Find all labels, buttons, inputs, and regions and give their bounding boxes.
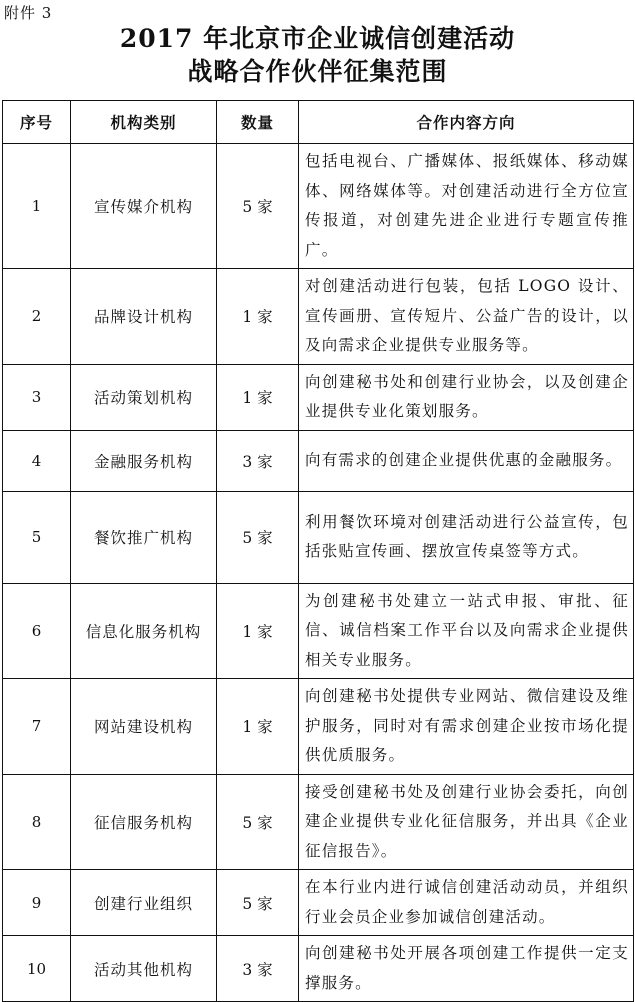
quantity: 1 家: [217, 583, 299, 679]
row-number: 7: [3, 679, 71, 775]
row-number: 6: [3, 583, 71, 679]
table-row: [3, 679, 634, 775]
cooperation-content: 向有需求的创建企业提供优惠的金融服务。: [299, 430, 634, 491]
quantity: 1 家: [217, 679, 299, 775]
quantity: 5 家: [217, 774, 299, 870]
table-row: [3, 583, 634, 679]
header-serial-number: 序号: [3, 101, 71, 144]
table-row: [3, 144, 634, 269]
header-quantity: 数量: [217, 101, 299, 144]
institution-type: 金融服务机构: [71, 430, 217, 491]
quantity: 5 家: [217, 144, 299, 269]
table-row: [3, 430, 634, 491]
row-number: 4: [3, 430, 71, 491]
quantity: 1 家: [217, 364, 299, 430]
quantity: 1 家: [217, 269, 299, 365]
document-title-line1: 2017 年北京市企业诚信创建活动: [119, 24, 516, 53]
cooperation-content: 向创建秘书处提供专业网站、微信建设及维护服务，同时对有需求创建企业按市场化提供优质服务。: [299, 679, 634, 775]
quantity: 5 家: [217, 870, 299, 936]
row-number: 3: [3, 364, 71, 430]
row-number: 1: [3, 144, 71, 269]
cooperation-content: 对创建活动进行包装，包括 LOGO 设计、宣传画册、宣传短片、公益广告的设计，以及向需求企业提供专业服务等。: [299, 269, 634, 365]
quantity: 3 家: [217, 430, 299, 491]
row-number: 5: [3, 491, 71, 583]
institution-type: 活动其他机构: [71, 936, 217, 1002]
table-row: [3, 269, 634, 365]
institution-type: 征信服务机构: [71, 774, 217, 870]
institution-type: 宣传媒介机构: [71, 144, 217, 269]
table-row: [3, 491, 634, 583]
attachment-label: 附件 3: [4, 4, 53, 22]
institution-type: 创建行业组织: [71, 870, 217, 936]
row-number: 8: [3, 774, 71, 870]
cooperation-content: 利用餐饮环境对创建活动进行公益宣传，包括张贴宣传画、摆放宣传桌签等方式。: [299, 491, 634, 583]
header-institution-type: 机构类别: [71, 101, 217, 144]
quantity: 5 家: [217, 491, 299, 583]
institution-type: 品牌设计机构: [71, 269, 217, 365]
institution-type: 餐饮推广机构: [71, 491, 217, 583]
row-number: 10: [3, 936, 71, 1002]
table-header-row: [3, 101, 634, 144]
quantity: 3 家: [217, 936, 299, 1002]
header-cooperation-content: 合作内容方向: [299, 101, 634, 144]
partner-scope-table: [2, 100, 634, 1002]
cooperation-content: 接受创建秘书处及创建行业协会委托，向创建企业提供专业化征信服务，并出具《企业征信报告》。: [299, 774, 634, 870]
table-row: [3, 774, 634, 870]
table-row: [3, 364, 634, 430]
institution-type: 网站建设机构: [71, 679, 217, 775]
row-number: 9: [3, 870, 71, 936]
cooperation-content: 向创建秘书处和创建行业协会，以及创建企业提供专业化策划服务。: [299, 364, 634, 430]
cooperation-content: 包括电视台、广播媒体、报纸媒体、移动媒体、网络媒体等。对创建活动进行全方位宣传报道，对创建先进企业进行专题宣传推广。: [299, 144, 634, 269]
document-title-line2: 战略合作伙伴征集范围: [187, 57, 448, 86]
row-number: 2: [3, 269, 71, 365]
institution-type: 信息化服务机构: [71, 583, 217, 679]
cooperation-content: 在本行业内进行诚信创建活动动员，并组织行业会员企业参加诚信创建活动。: [299, 870, 634, 936]
institution-type: 活动策划机构: [71, 364, 217, 430]
table-row: [3, 870, 634, 936]
cooperation-content: 向创建秘书处开展各项创建工作提供一定支撑服务。: [299, 936, 634, 1002]
cooperation-content: 为创建秘书处建立一站式申报、审批、征信、诚信档案工作平台以及向需求企业提供相关专业服务。: [299, 583, 634, 679]
